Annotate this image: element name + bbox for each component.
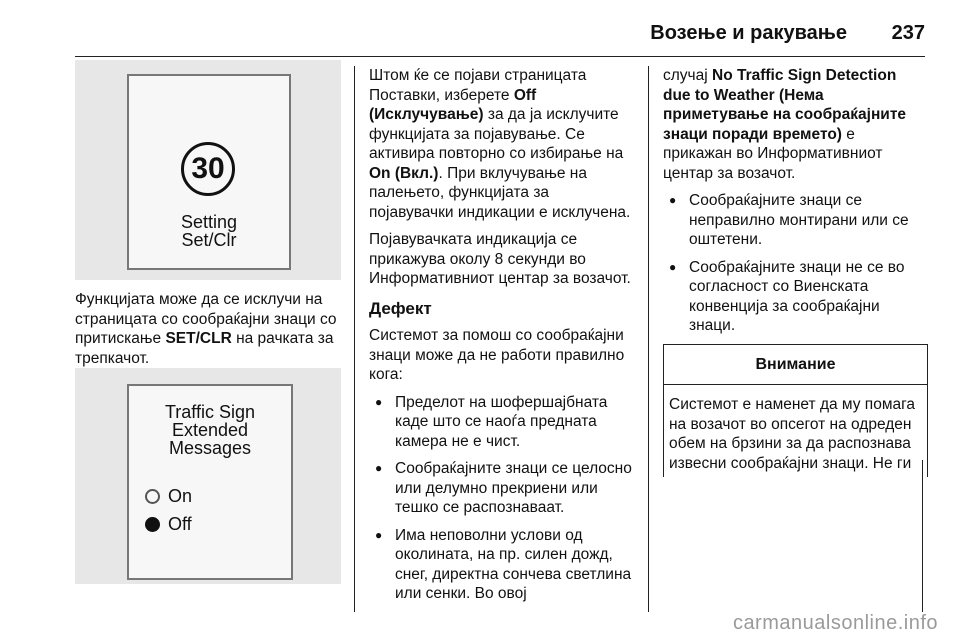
- radio-selected-icon: [145, 517, 160, 532]
- header-rule: [75, 56, 925, 57]
- col3-paragraph-1: случај No Traffic Sign Detection due to Weather (Нема приметување на сообраќајните знаци поради времето) е прикажан во Информативниот центар за возачот.: [663, 67, 907, 182]
- menu-title-line-1: Traffic Sign: [164, 402, 256, 422]
- column-3-text: [663, 66, 928, 477]
- list-item: ● Пределот на шофершајбната каде што се наоѓа предната камера не е чист.: [369, 393, 635, 452]
- col2-paragraph-1: Штом ќе се појави страницата Поставки, изберете Off (Исклучување) за да ја исклучите функцијата за појавување. Се активира повторно со избирање на On (Вкл.). При вклучување на палењето, функцијата за појавувачки индикации е исклучена.: [369, 67, 631, 221]
- screen-setclr-label: Set/Clr: [181, 230, 237, 250]
- column-2-text: [369, 66, 635, 612]
- page-header: [75, 18, 925, 58]
- menu-screen: [127, 384, 293, 580]
- display-screen: [127, 74, 291, 270]
- figure-setting-photo: [75, 60, 341, 280]
- option-on: On: [145, 486, 192, 506]
- screen-setting-label: Setting: [180, 212, 238, 232]
- option-off: Off: [145, 514, 192, 534]
- column-divider-2: [648, 66, 649, 612]
- column-divider-1: [354, 66, 355, 612]
- radio-empty-icon: [145, 489, 160, 504]
- col1-paragraph: Функцијата може да се исклучи на страницата со сообраќајни знаци со притискање SET/CLR на рачката за трепкачот.: [75, 291, 337, 367]
- notice-title: Внимание: [664, 345, 927, 386]
- column-1-text: [75, 290, 341, 376]
- list-item: ● Сообраќајните знаци се целосно или делумно прекриени или тешко се распознаваат.: [369, 459, 635, 518]
- watermark: carmanualsonline.info: [732, 612, 938, 634]
- notice-body: Системот е наменет да му помага на возачот во опсегот на одреден обем на брзини за да распознава извесни сообраќајни знаци. Не ги: [669, 396, 916, 472]
- page-number: 237: [891, 22, 925, 44]
- section-heading-malfunction: Дефект: [369, 298, 432, 318]
- list-item: ● Сообраќајните знаци не се во согласност со Виенската конвенција за сообраќајни знаци.: [663, 258, 928, 336]
- malfunction-list: [369, 393, 635, 604]
- menu-title-line-3: Messages: [168, 438, 252, 458]
- chapter-title: Возење и ракување: [650, 22, 847, 44]
- list-item: ● Сообраќајните знаци се неправилно монтирани или се оштетени.: [663, 191, 928, 250]
- menu-title-line-2: Extended: [171, 420, 249, 440]
- set-clr-term: SET/CLR: [165, 330, 232, 347]
- col2-paragraph-2: Појавувачката индикација се прикажува околу 8 секунди во Информативниот центар за возачот.: [369, 231, 631, 287]
- list-item: ● Има неповолни услови од околината, на пр. силен дожд, снег, директна сончева светлина или сенки. Во овој: [369, 526, 635, 604]
- warning-notice-box: [663, 344, 928, 478]
- col2-paragraph-3: Системот за помош со сообраќајни знаци може да не работи правилно кога:: [369, 327, 625, 383]
- figure-traffic-sign-menu-photo: [75, 368, 341, 584]
- malfunction-list-continued: [663, 191, 928, 336]
- column-divider-3: [922, 460, 923, 612]
- speed-limit-sign-icon: 30: [181, 142, 235, 196]
